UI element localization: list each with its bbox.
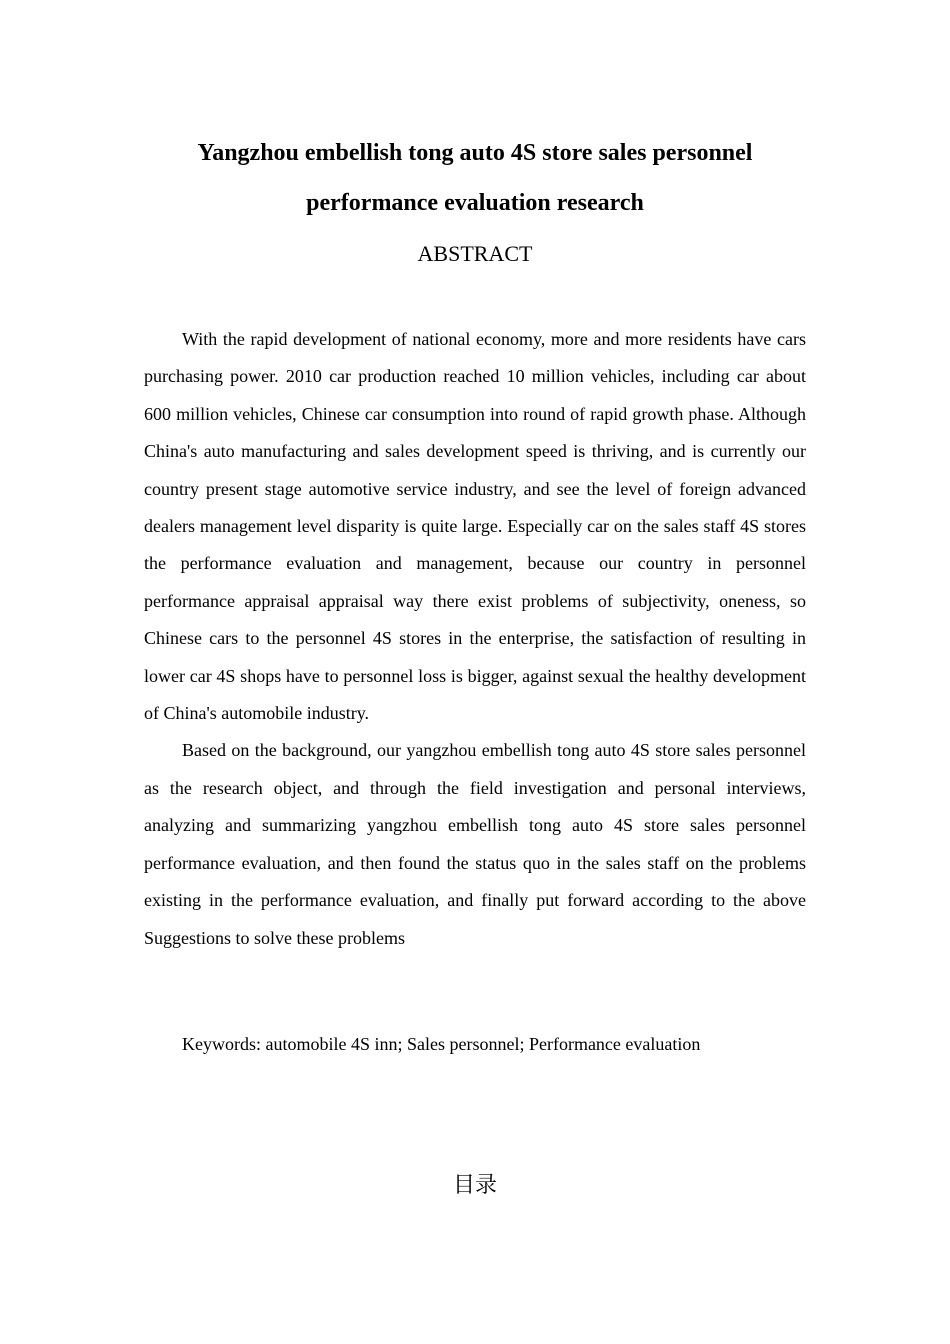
abstract-paragraph-2: Based on the background, our yangzhou embellish tong auto 4S store sales personnel as the research object, and through the field investigation and personal interviews, analyzing and summarizing yangzhou embellish tong auto 4S store sales personnel performance evaluation, and then found the status quo in the sales staff on the problems existing in the performance evaluation, and finally put forward according to the above Suggestions to solve these problems <box>144 740 806 948</box>
keywords-line: Keywords: automobile 4S inn; Sales personnel; Performance evaluation <box>182 1034 701 1054</box>
abstract-heading: ABSTRACT <box>417 241 533 266</box>
document-title: Yangzhou embellish tong auto 4S store sales personnel performance evaluation research <box>197 140 753 216</box>
table-of-contents-heading: 目录 <box>452 1173 497 1198</box>
abstract-body <box>144 321 806 957</box>
abstract-paragraph-1: With the rapid development of national economy, more and more residents have cars purchasing power. 2010 car production reached 10 million vehicles, including car about 600 million vehicles, Chinese car consumption into round of rapid growth phase. Although China's auto manufacturing and sales development speed is thriving, and is currently our country present stage automotive service industry, and see the level of foreign advanced dealers management level disparity is quite large. Especially car on the sales staff 4S stores the performance evaluation and management, because our country in personnel performance appraisal appraisal way there exist problems of subjectivity, oneness, so Chinese cars to the personnel 4S stores in the enterprise, the satisfaction of resulting in lower car 4S shops have to personnel loss is bigger, against sexual the healthy development of China's automobile industry. <box>144 329 806 724</box>
